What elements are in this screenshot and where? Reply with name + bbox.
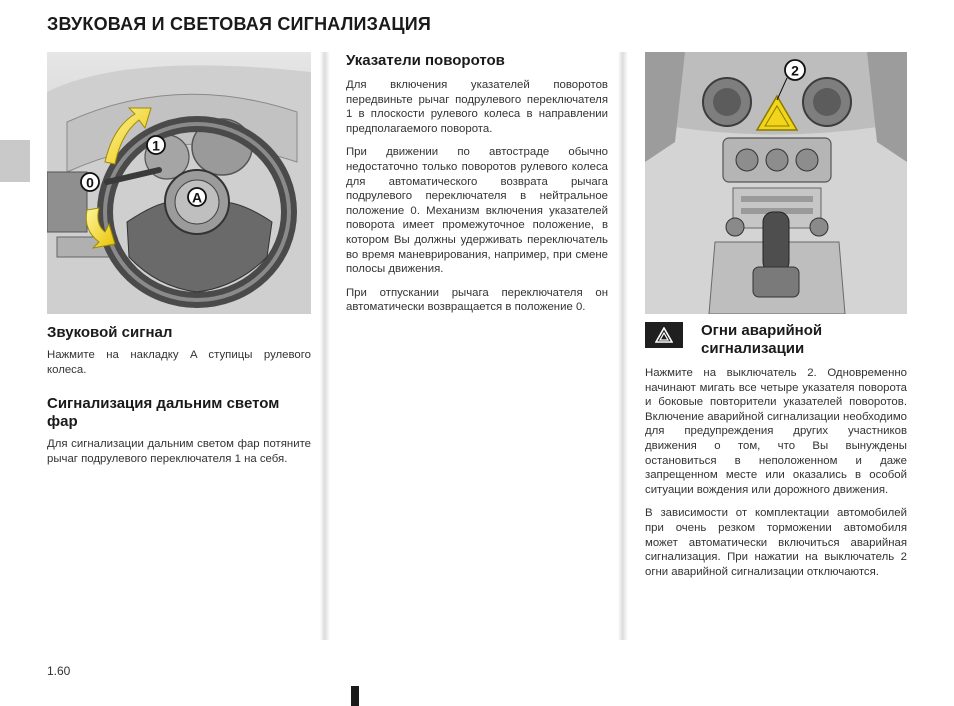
callout-number-0: 0 xyxy=(86,174,94,191)
callout-number-1: 1 xyxy=(152,137,160,154)
chapter-tab xyxy=(0,140,30,182)
page-number: 1.60 xyxy=(47,664,71,678)
steering-wheel-illustration xyxy=(47,52,311,314)
turn-signals-paragraph: При отпускании рычага переключателя он автоматически возвращается в положение 0. xyxy=(346,286,608,314)
high-beam-text: Для сигнализации дальним светом фар потяните рычаг подрулевого переключателя 1 на себя. xyxy=(47,438,311,465)
turn-signals-paragraph: При движении по автостраде обычно недостаточно только поворотов рулевого колеса для автоматического возврата рычага подрулевого переключателя в нейтральное положение 0. Механизм включения указателей поворота имеет промежуточное положение, в котором Вы должны удерживать переключатель во время маневрирования, например, при смене полосы движения. xyxy=(346,146,608,276)
column-left xyxy=(47,52,311,475)
callout-letter-a: A xyxy=(191,189,203,206)
column-right xyxy=(645,52,907,588)
steering-wheel-drawing xyxy=(47,52,311,314)
center-console-drawing xyxy=(645,52,907,314)
page-title: ЗВУКОВАЯ И СВЕТОВАЯ СИГНАЛИЗАЦИЯ xyxy=(47,14,431,34)
turn-signals-paragraph: Для включения указателей поворотов передвиньте рычаг подрулевого переключателя 1 в плоскости рулевого колеса в направлении предполагаемого поворота. xyxy=(346,79,608,135)
callout-number-2: 2 xyxy=(791,62,799,79)
footer-mark xyxy=(351,686,359,706)
horn-heading: Звуковой сигнал xyxy=(47,324,173,341)
horn-text: Нажмите на накладку A ступицы рулевого колеса. xyxy=(47,349,311,376)
hazard-paragraph: В зависимости от комплектации автомобилей при очень резком торможении автомобиля может автоматически включиться аварийная сигнализация. При нажатии на выключатель 2 огни аварийной сигнализации отключаются. xyxy=(645,507,907,578)
column-divider xyxy=(618,52,628,640)
hazard-paragraph: Нажмите на выключатель 2. Одновременно начинают мигать все четыре указателя поворота и боковые повторители указателей поворотов. Включение аварийной сигнализации необходимо для предупреждения других участников движения о том, что Вы вынуждены остановиться в неположенном и даже запрещенном месте или оказались в особой ситуации вождения или дорожного движения. xyxy=(645,367,907,496)
hazard-heading: Огни аварийной сигнализации xyxy=(701,322,823,357)
hazard-section-header xyxy=(645,322,907,358)
high-beam-heading: Сигнализация дальним светом фар xyxy=(47,395,280,431)
column-middle xyxy=(346,52,608,324)
hazard-triangle-icon xyxy=(645,322,683,348)
turn-signals-heading: Указатели поворотов xyxy=(346,52,505,69)
center-console-illustration xyxy=(645,52,907,314)
column-divider xyxy=(320,52,330,640)
